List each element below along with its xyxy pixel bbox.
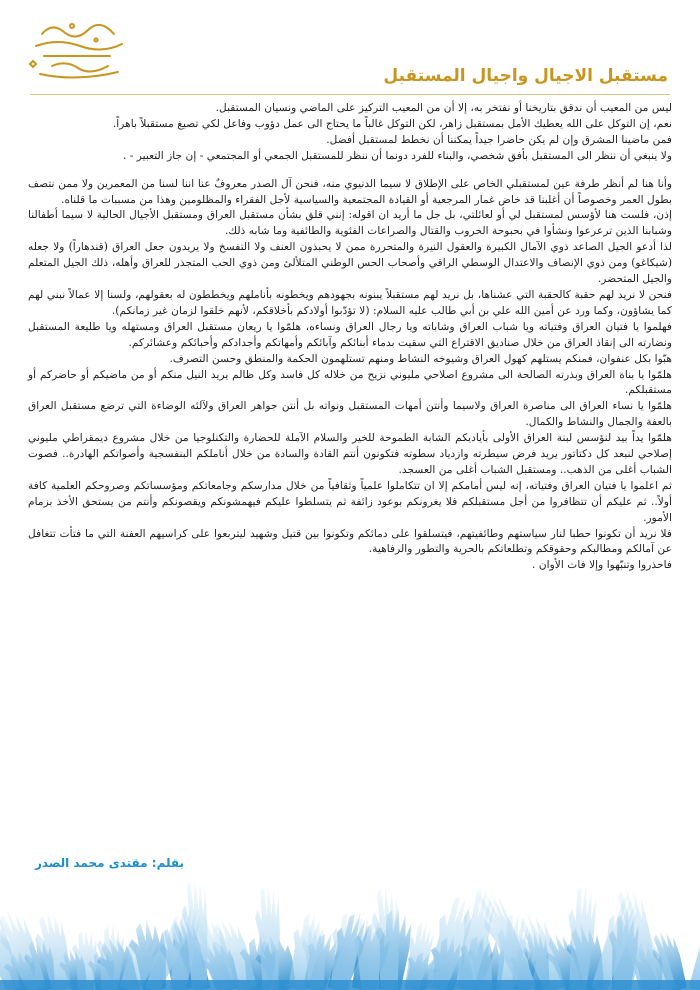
paragraph: وأنا هنا لم أنظر طرفة عين لمستقبلي الخاص على الإطلاق لا سيما الدنيوي منه، فنحن آل الصدر معروفٌ عنا اننا لسنا من المعمرين ولا ممن نتصف بطول العمر وخصوصاً أن أغلبنا قد خاض غمار المرجعية أو القيادة المجتمعية والسياسية لأجل الفقراء والمظلومين وهذا من مسببات ما قلناه. <box>28 176 672 206</box>
paragraph: فمن ماضينا المشرق وإن لم يكن حاضرا جيداً يمكننا أن نخطط لمستقبل أفضل. <box>326 132 672 146</box>
paragraph: هبّوا بكل عنفوان، فمنكم يستلهم كهول العراق وشيوخه النشاط ومنهم تستلهمون الحكمة والمنطق وحسن التصرف. <box>169 351 672 365</box>
page-header <box>0 0 700 95</box>
paragraph: ولا ينبغي أن ننظر الى المستقبل بأفق شخصي، والبناء للفرد دونما أن ننظر للمستقبل الجمعي أو المجتمعي - إن جاز التعبير - . <box>122 148 672 162</box>
author-signature: بقلم: مقتدى محمد الصدر <box>35 856 185 870</box>
paragraph: ثم اعلموا يا فتيان العراق وفتياته، إنه ليس أمامكم إلا ان تتكاملوا علمياً وثقافياً من خلال مدارسكم وجامعاتكم ومؤسساتكم وصروحكم العلمية كافة أولاً.. ثم عليكم أن تتظافروا من أجل مستقبلكم فلا يغرونكم بوعود زائفة ثم يتسلطوا عليكم فيهمشونكم ويقصونكم وأنتم من يستحق الأخذ بزمام الأمور. <box>28 478 672 524</box>
calligraphy-logo-icon <box>22 16 132 86</box>
raised-hand-icon <box>683 888 700 990</box>
paragraph: ليس من المعيب أن ندقق بتاريخنا أو نفتخر به، إلا أن من المعيب التركيز على الماضي ونسيان المستقبل. <box>215 101 672 114</box>
paragraph: فاحذروا وتنبّهوا وإلا فات الأوان . <box>532 558 672 572</box>
paragraph: إذن، فلست هنا لأؤسس لمستقبل لي أو لعائلتي، بل جل ما أريد ان اقوله: إنني قلق بشأن مستقبل العراق ومستقبل الأجيال الحالية لا سيما أطفالنا وشبابنا الذين ترعرعوا ونشأوا في بحبوحة الحروب والقتال والصراعات الفئوية والطائفية وما شابه ذلك. <box>28 208 672 238</box>
page-title: مستقبل الاجيال واجيال المستقبل <box>383 66 668 86</box>
paragraph: هلمّوا يداً بيد لنؤسس لبنة العراق الأولى بأياديكم الشابة الطموحة للخير والسلام الآملة للحضارة والتكنلوجيا من خلال مشروع ديمقراطي مليوني إصلاحي لنبعد كل دكتاتور يريد فرض سيطرته وازدياد سطوته فتكونون أنتم القادة والسادة من خلال أناملكم البنفسجية وأصواتكم الهادرة.. فصوت الشباب أغلى من الذهب.. ومستقبل الشباب أغلى من العسجد. <box>28 431 672 476</box>
paragraph: فلا نريد أن تكونوا حطبا لنار سياستهم وطائفيتهم، فيتسلقوا على دمائكم وتكونوا بين قتيل وشهيد ليتربعوا على كراسيهم العفنة التي ما فتأت تتغافل عن آمالكم ومطالبكم وحقوقكم وتطلعاتكم بالحرية والتطور والرفاهية. <box>28 526 672 556</box>
article-body <box>28 100 672 573</box>
paragraph: نعم، إن التوكل على الله يعطيك الأمل بمستقبل زاهر، لكن التوكل غالباً ما يحتاج الى عمل دؤوب وفاعل لكي تصيغ مستقبلاً باهراً. <box>112 116 672 130</box>
raised-hands-illustration-icon <box>0 868 700 990</box>
paragraph: هلمّوا يا بناة العراق وبذرته الصالحة الى مشروع اصلاحي مليوني نزيح من خلاله كل فاسد وكل ظالم يريد النيل منكم أو من ماضيكم أو حاضركم أو مستقبلكم. <box>28 367 672 397</box>
header-divider <box>30 94 670 95</box>
paragraph: لذا أدعو الجيل الصاعد ذوي الآمال الكبيرة والعقول النيرة والمتحررة ممن لا يحبذون العنف ولا التفسخ ولا يريدون جعل العراق (قندهاراً) ولا جعله (شيكاغو) ومن ذوي الإنصاف والاعتدال الوسطي الراقي وأصحاب الحس الوطني المتلألئ ومن ذوي الحب المتجذر للعراق وأهله، ذلك الجيل المتعلم والجيل المتحضر. <box>28 240 672 286</box>
paragraph: فنحن لا نريد لهم حقبة كالحقبة التي عشناها، بل نريد لهم مستقبلاً يبنونه بجهودهم ويخطونه بأناملهم ويخططون له بعقولهم، ولسنا إلا عمالاً نبني لهم كما يشاؤون، وكما ورد عن أمين الله علي بن أبي طالب عليه السلام: (لا تؤدّبوا أولادكم بأخلاقكم، لأنهم خلقوا لزمان غير زمانكم). <box>28 287 672 317</box>
paragraph: فهلموا يا فتيان العراق وفتياته ويا شباب العراق وشاباته ويا رجال العراق ونساءه، هلمّوا يا ريعان مستقبل العراق ومستهله ويا طليعة المستقبل ونضارته الى إنقاذ العراق من خلال صناديق الاقتراع التي سقيت بدماء أبنائكم وآبائكم وأمهاتكم وأجدادكم وأحبائكم وعشائركم. <box>28 319 672 349</box>
paragraph: هلمّوا يا نساء العراق الى مناصرة العراق ولاسيما وأنتن أمهات المستقبل ونواته بل أنتن جواهر العراق ولآلئه الوضاءة التي ترضع مستقبل العراق بالعفة والجمال والنشاط والكمال. <box>28 399 672 429</box>
